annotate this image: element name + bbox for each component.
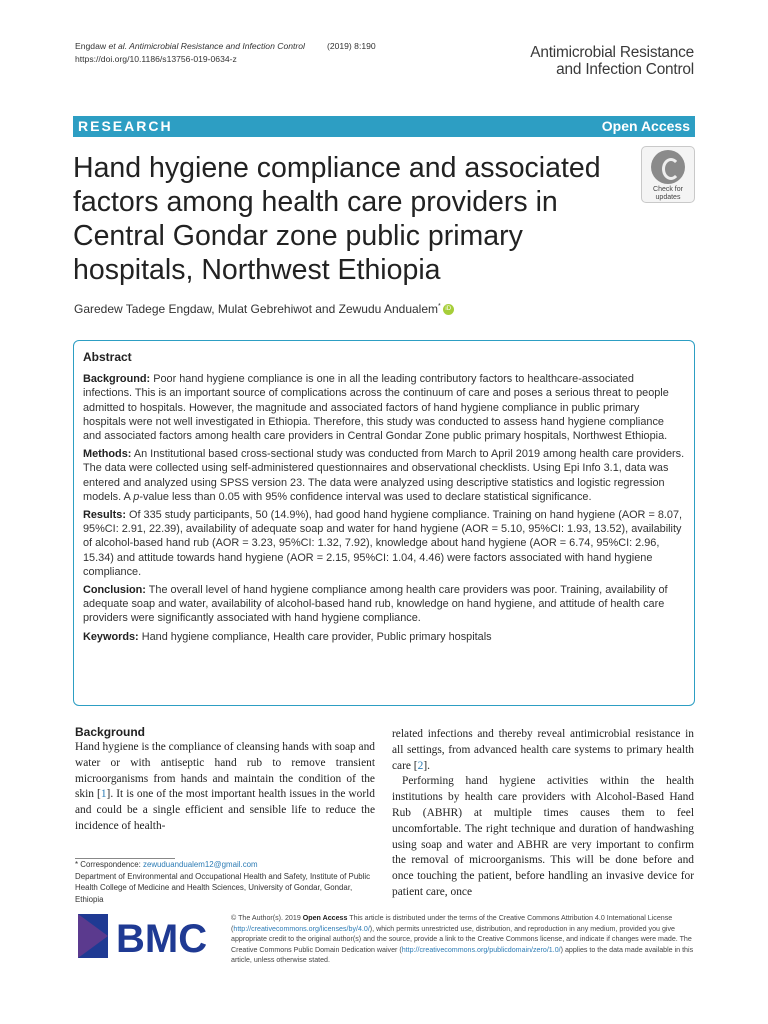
check-for-updates-icon (651, 150, 685, 184)
abstract-results-label: Results: (83, 509, 126, 522)
abstract-conclusion-label: Conclusion: (83, 584, 146, 597)
abstract-keywords (83, 630, 685, 644)
abstract-conclusion-text: The overall level of hand hygiene compliance among health care providers was poor. Training, availability of adequate soap and water, availability of alcohol-based hand rub, knowledge on hand hygiene, and attitude of health care providers were significantly associated with hand hygiene compliance. (83, 584, 668, 625)
citation-link[interactable]: 2 (417, 759, 424, 772)
abstract-keywords-label: Keywords: (83, 630, 139, 643)
abstract-box (73, 340, 695, 706)
journal-brand (530, 44, 694, 78)
abstract-results (83, 508, 685, 579)
license-link[interactable]: http://creativecommons.org/licenses/by/4.0/ (233, 924, 370, 933)
abstract-background (83, 372, 685, 443)
body-text: ]. (423, 759, 430, 772)
check-for-updates-badge[interactable] (641, 146, 695, 203)
license-text: This article is distributed under the terms of the Creative Commons Attribution 4.0 International License ( (231, 914, 673, 933)
abstract-pvalue: p (133, 490, 140, 503)
body-paragraph (392, 727, 694, 774)
author-list (74, 302, 454, 316)
citation-year: (2019) 8:190 (326, 41, 376, 51)
running-header (75, 40, 376, 66)
abstract-methods-label: Methods: (83, 448, 132, 461)
check-for-updates-line2: updates (655, 194, 681, 201)
article-type-label: RESEARCH (78, 118, 173, 134)
abstract-methods-text-2: -value less than 0.05 with 95% confidence interval was used to declare statistical significance. (139, 490, 592, 503)
author-affiliation: Department of Environmental and Occupational Health and Safety, Institute of Public Health College of Medicine and Health Sciences, University of Gondar, Gondar, Ethiopia (75, 871, 371, 904)
citation-line (75, 40, 376, 53)
author-names: Garedew Tadege Engdaw, Mulat Gebrehiwot and Zewudu Andualem (74, 302, 439, 316)
bmc-logo (78, 912, 228, 960)
doi-link[interactable]: https://doi.org/10.1186/s13756-019-0634-z (75, 54, 237, 64)
body-paragraph: Performing hand hygiene activities within the health institutions by health care providers with Alcohol-Based Hand Rub (ABHR) at multiple times causes them to feel uncomfortable. The right technique and duration of handwashing using soap and water and ABHR are very important to confirm the removal of microorganisms. This will be done before and once touching the patient, before handling an invasive device for patient care, once (392, 775, 694, 898)
correspondence-label: * Correspondence: (75, 860, 143, 869)
body-text: related infections and thereby reveal antimicrobial resistance in all settings, from advanced health care systems to primary health care [ (392, 728, 694, 772)
abstract-results-text: Of 335 study participants, 50 (14.9%), had good hand hygiene compliance. Training on hand hygiene (AOR = 8.07, 95%CI: 2.91, 22.39), availability of adequate soap and water for hand hygiene (AOR = 5.10, 95%CI: 1.93, 13.52), availability of alcohol-based hand rub (AOR = 3.23, 95%CI: 1.32, 7.92), knowledge about hand hygiene (AOR = 6.74, 95%CI: 2.96, 15.34) and attitude towards hand hygiene (AOR = 2.15, 95%CI: 1.04, 4.46) were factors associated with hand hygiene compliance. (83, 509, 683, 578)
abstract-methods-text: An Institutional based cross-sectional study was conducted from March to April 2019 among health care providers. The data were collected using self-administered questionnaires and observational checklists. Using Epi Info 3.1, data was entered and analyzed using SPSS version 23. The data were analyzed using descriptive statistics and logistic regression models. A (83, 448, 685, 503)
orcid-icon[interactable]: iD (443, 304, 454, 315)
license-open-access: Open Access (302, 914, 348, 922)
background-heading: Background (75, 725, 146, 739)
abstract-background-text: Poor hand hygiene compliance is one in all the leading contributory factors to healthcare-associated infections. This is an important source of complications across the continuum of care and poses a serious threat to people admitted to hospitals. However, the magnitude and associated factors of hand hygiene compliance in public primary hospitals were not well investigated in Ethiopia. Therefore, this study was conducted to assess hand hygiene compliance and associated factors among health care providers in Central Gondar Zone public primary hospitals, Northwest Ethiopia. (83, 373, 669, 443)
body-text: Hand hygiene is the compliance of cleansing hands with soap and water or with antiseptic hand rub to remove transient microorganisms from hands and maintain the condition of the skin [ (75, 741, 375, 801)
journal-name-line2: and Infection Control (556, 61, 694, 78)
abstract-heading: Abstract (83, 350, 132, 364)
abstract-conclusion (83, 583, 685, 626)
license-statement (231, 913, 696, 966)
correspondence-line (75, 859, 375, 871)
bmc-logo-text: BMC (116, 917, 208, 960)
corresponding-mark: * (438, 303, 441, 310)
body-paragraph (75, 740, 375, 835)
correspondence-email-link[interactable]: zewuduandualem12@gmail.com (143, 860, 258, 869)
license-text: ) applies to the data made available in this article, unless otherwise stated. (231, 945, 694, 965)
body-column-left (75, 725, 375, 835)
article-title: Hand hygiene compliance and associated factors among health care providers in Central Gondar zone public primary hospitals, Northwest Ethiopia (73, 152, 601, 286)
body-column-right (392, 727, 694, 901)
citation-authors: Engdaw (75, 41, 109, 51)
citation-journal: Antimicrobial Resistance and Infection Control (127, 41, 305, 51)
license-text: ), which permits unrestricted use, distribution, and reproduction in any medium, provided you give appropriate credit to the original author(s) and the source, provide a link to the Creative Commons license, and indicate if changes were made. The Creative Commons Public Domain Dedication waiver ( (231, 924, 692, 954)
body-text: ]. It is one of the most important health issues in the world and could be a single efficient and sensible life to reduce the incidence of health- (75, 788, 375, 832)
article-type-banner (73, 116, 695, 137)
correspondence-footnote (75, 859, 375, 905)
check-for-updates-line1: Check for (653, 186, 683, 193)
journal-name-line1: Antimicrobial Resistance (530, 44, 694, 61)
abstract-methods (83, 447, 685, 504)
citation-link[interactable]: 1 (100, 788, 107, 801)
open-access-label: Open Access (601, 118, 690, 134)
abstract-background-label: Background: (83, 373, 151, 386)
citation-etal: et al. (108, 41, 128, 51)
license-text: © The Author(s). 2019 (231, 914, 303, 922)
abstract-keywords-text: Hand hygiene compliance, Health care provider, Public primary hospitals (138, 630, 492, 643)
public-domain-link[interactable]: http://creativecommons.org/publicdomain/zero/1.0/ (401, 945, 561, 954)
